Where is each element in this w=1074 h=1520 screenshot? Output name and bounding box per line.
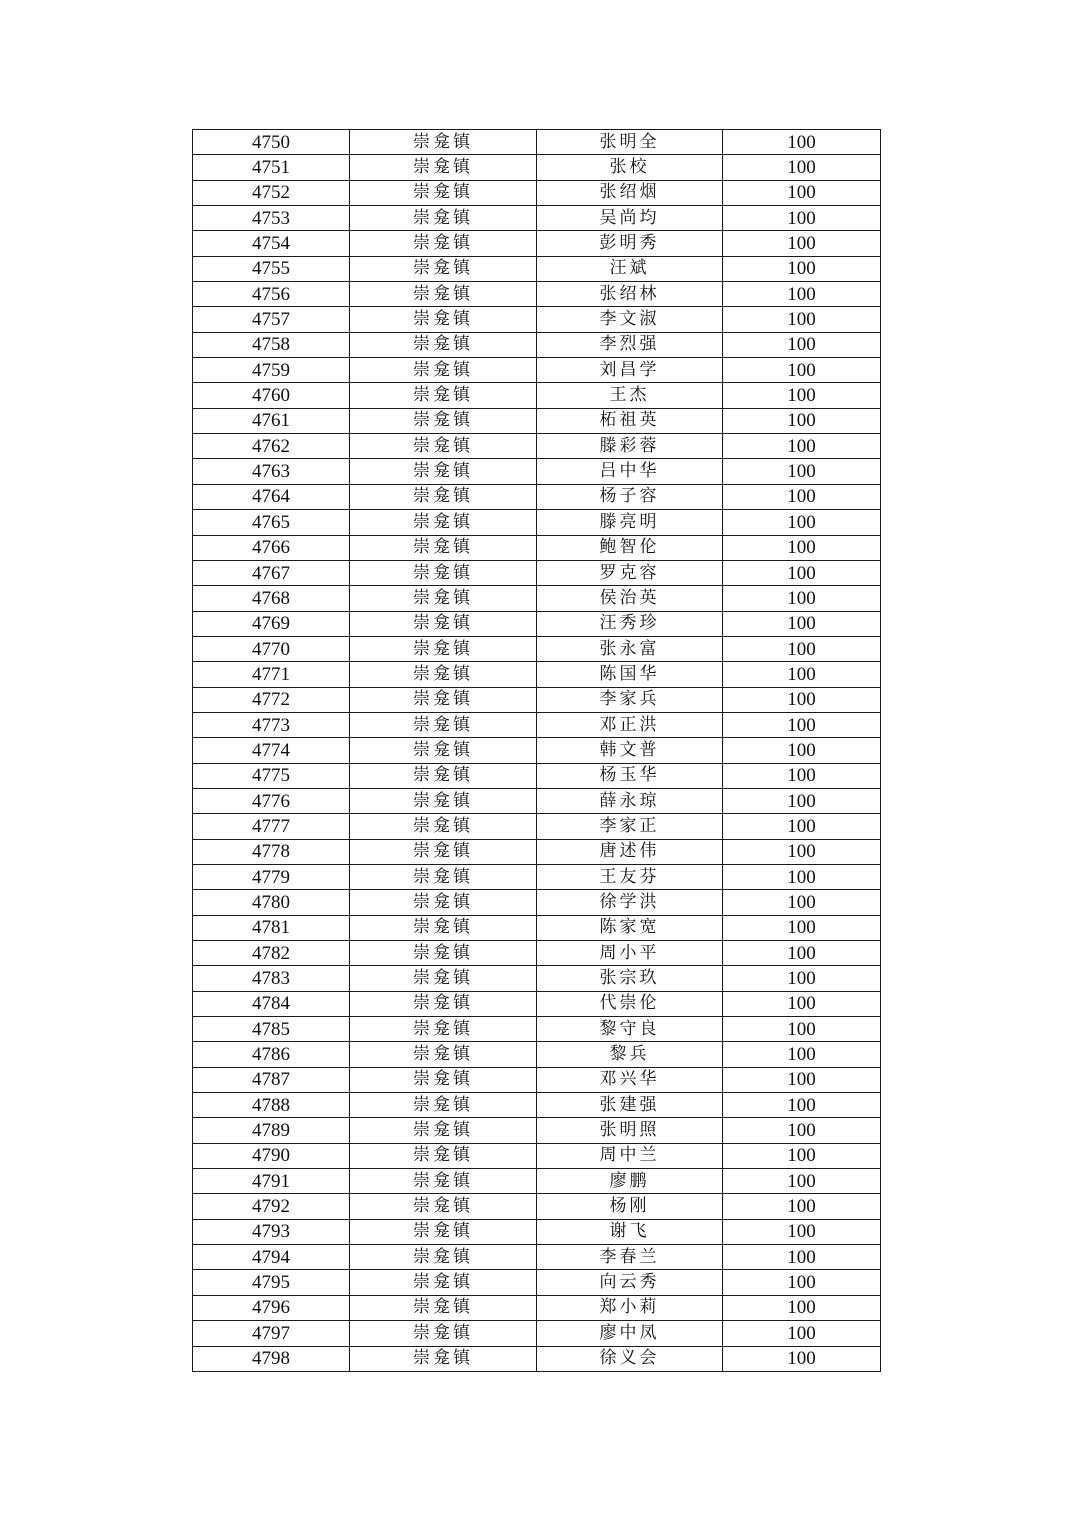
- table-row: [193, 560, 881, 585]
- row-number-cell: 4768: [193, 586, 350, 611]
- table-row: [193, 636, 881, 661]
- table-row: [193, 712, 881, 737]
- table-row: [193, 1169, 881, 1194]
- table-row: [193, 434, 881, 459]
- table-row: [193, 1270, 881, 1295]
- person-name-cell: 陈国华: [537, 662, 723, 687]
- row-number-cell: 4784: [193, 991, 350, 1016]
- town-cell: 崇龛镇: [350, 358, 537, 383]
- table-row: [193, 915, 881, 940]
- person-name-cell: 王杰: [537, 383, 723, 408]
- row-number-cell: 4795: [193, 1270, 350, 1295]
- row-number-cell: 4779: [193, 864, 350, 889]
- amount-cell: 100: [723, 130, 881, 155]
- row-number-cell: 4794: [193, 1245, 350, 1270]
- person-name-cell: 张绍烟: [537, 180, 723, 205]
- town-cell: 崇龛镇: [350, 510, 537, 535]
- table-row: [193, 814, 881, 839]
- town-cell: 崇龛镇: [350, 180, 537, 205]
- town-cell: 崇龛镇: [350, 991, 537, 1016]
- person-name-cell: 杨玉华: [537, 763, 723, 788]
- row-number-cell: 4775: [193, 763, 350, 788]
- person-name-cell: 李家正: [537, 814, 723, 839]
- table-row: [193, 662, 881, 687]
- town-cell: 崇龛镇: [350, 1321, 537, 1346]
- person-name-cell: 张永富: [537, 636, 723, 661]
- person-name-cell: 彭明秀: [537, 231, 723, 256]
- amount-cell: 100: [723, 1118, 881, 1143]
- table-row: [193, 1321, 881, 1346]
- person-name-cell: 唐述伟: [537, 839, 723, 864]
- town-cell: 崇龛镇: [350, 155, 537, 180]
- table-row: [193, 1067, 881, 1092]
- row-number-cell: 4754: [193, 231, 350, 256]
- town-cell: 崇龛镇: [350, 307, 537, 332]
- row-number-cell: 4780: [193, 890, 350, 915]
- amount-cell: 100: [723, 256, 881, 281]
- row-number-cell: 4777: [193, 814, 350, 839]
- town-cell: 崇龛镇: [350, 662, 537, 687]
- table-row: [193, 358, 881, 383]
- amount-cell: 100: [723, 915, 881, 940]
- table-row: [193, 282, 881, 307]
- amount-cell: 100: [723, 890, 881, 915]
- row-number-cell: 4753: [193, 206, 350, 231]
- amount-cell: 100: [723, 1194, 881, 1219]
- row-number-cell: 4762: [193, 434, 350, 459]
- town-cell: 崇龛镇: [350, 282, 537, 307]
- amount-cell: 100: [723, 814, 881, 839]
- row-number-cell: 4766: [193, 535, 350, 560]
- amount-cell: 100: [723, 459, 881, 484]
- town-cell: 崇龛镇: [350, 611, 537, 636]
- amount-cell: 100: [723, 991, 881, 1016]
- table-row: [193, 1245, 881, 1270]
- amount-cell: 100: [723, 788, 881, 813]
- town-cell: 崇龛镇: [350, 1017, 537, 1042]
- amount-cell: 100: [723, 408, 881, 433]
- table-row: [193, 788, 881, 813]
- person-name-cell: 李文淑: [537, 307, 723, 332]
- person-name-cell: 滕亮明: [537, 510, 723, 535]
- person-name-cell: 张明全: [537, 130, 723, 155]
- town-cell: 崇龛镇: [350, 586, 537, 611]
- amount-cell: 100: [723, 510, 881, 535]
- amount-cell: 100: [723, 738, 881, 763]
- town-cell: 崇龛镇: [350, 687, 537, 712]
- row-number-cell: 4770: [193, 636, 350, 661]
- person-name-cell: 王友芬: [537, 864, 723, 889]
- table-row: [193, 130, 881, 155]
- town-cell: 崇龛镇: [350, 1118, 537, 1143]
- amount-cell: 100: [723, 586, 881, 611]
- town-cell: 崇龛镇: [350, 763, 537, 788]
- row-number-cell: 4792: [193, 1194, 350, 1219]
- row-number-cell: 4773: [193, 712, 350, 737]
- table-row: [193, 535, 881, 560]
- table-row: [193, 1346, 881, 1371]
- person-name-cell: 侯治英: [537, 586, 723, 611]
- amount-cell: 100: [723, 1346, 881, 1371]
- amount-cell: 100: [723, 358, 881, 383]
- table-row: [193, 256, 881, 281]
- table-row: [193, 966, 881, 991]
- row-number-cell: 4797: [193, 1321, 350, 1346]
- table-row: [193, 864, 881, 889]
- person-name-cell: 陈家宽: [537, 915, 723, 940]
- town-cell: 崇龛镇: [350, 383, 537, 408]
- person-name-cell: 刘昌学: [537, 358, 723, 383]
- amount-cell: 100: [723, 560, 881, 585]
- town-cell: 崇龛镇: [350, 1295, 537, 1320]
- town-cell: 崇龛镇: [350, 1042, 537, 1067]
- row-number-cell: 4765: [193, 510, 350, 535]
- town-cell: 崇龛镇: [350, 434, 537, 459]
- town-cell: 崇龛镇: [350, 1169, 537, 1194]
- town-cell: 崇龛镇: [350, 1093, 537, 1118]
- table-body: [193, 130, 881, 1372]
- amount-cell: 100: [723, 383, 881, 408]
- table-row: [193, 459, 881, 484]
- table-row: [193, 1042, 881, 1067]
- amount-cell: 100: [723, 155, 881, 180]
- person-name-cell: 汪斌: [537, 256, 723, 281]
- town-cell: 崇龛镇: [350, 560, 537, 585]
- amount-cell: 100: [723, 687, 881, 712]
- row-number-cell: 4757: [193, 307, 350, 332]
- row-number-cell: 4764: [193, 484, 350, 509]
- person-name-cell: 向云秀: [537, 1270, 723, 1295]
- person-name-cell: 韩文普: [537, 738, 723, 763]
- row-number-cell: 4760: [193, 383, 350, 408]
- table-row: [193, 408, 881, 433]
- row-number-cell: 4798: [193, 1346, 350, 1371]
- person-name-cell: 徐学洪: [537, 890, 723, 915]
- amount-cell: 100: [723, 1270, 881, 1295]
- person-name-cell: 徐义会: [537, 1346, 723, 1371]
- table-row: [193, 763, 881, 788]
- town-cell: 崇龛镇: [350, 1194, 537, 1219]
- person-name-cell: 黎守良: [537, 1017, 723, 1042]
- person-name-cell: 廖鹏: [537, 1169, 723, 1194]
- town-cell: 崇龛镇: [350, 1245, 537, 1270]
- row-number-cell: 4752: [193, 180, 350, 205]
- person-name-cell: 张校: [537, 155, 723, 180]
- town-cell: 崇龛镇: [350, 712, 537, 737]
- table-row: [193, 890, 881, 915]
- town-cell: 崇龛镇: [350, 459, 537, 484]
- amount-cell: 100: [723, 941, 881, 966]
- table-row: [193, 510, 881, 535]
- town-cell: 崇龛镇: [350, 864, 537, 889]
- table-row: [193, 1295, 881, 1320]
- town-cell: 崇龛镇: [350, 535, 537, 560]
- person-name-cell: 罗克容: [537, 560, 723, 585]
- amount-cell: 100: [723, 535, 881, 560]
- table-row: [193, 1118, 881, 1143]
- row-number-cell: 4781: [193, 915, 350, 940]
- amount-cell: 100: [723, 484, 881, 509]
- amount-cell: 100: [723, 1067, 881, 1092]
- town-cell: 崇龛镇: [350, 332, 537, 357]
- town-cell: 崇龛镇: [350, 1346, 537, 1371]
- town-cell: 崇龛镇: [350, 738, 537, 763]
- amount-cell: 100: [723, 1245, 881, 1270]
- table-row: [193, 1143, 881, 1168]
- town-cell: 崇龛镇: [350, 966, 537, 991]
- town-cell: 崇龛镇: [350, 206, 537, 231]
- amount-cell: 100: [723, 712, 881, 737]
- table-row: [193, 991, 881, 1016]
- row-number-cell: 4782: [193, 941, 350, 966]
- amount-cell: 100: [723, 1295, 881, 1320]
- amount-cell: 100: [723, 611, 881, 636]
- amount-cell: 100: [723, 636, 881, 661]
- amount-cell: 100: [723, 206, 881, 231]
- town-cell: 崇龛镇: [350, 130, 537, 155]
- person-name-cell: 邓正洪: [537, 712, 723, 737]
- row-number-cell: 4771: [193, 662, 350, 687]
- row-number-cell: 4767: [193, 560, 350, 585]
- amount-cell: 100: [723, 231, 881, 256]
- amount-cell: 100: [723, 839, 881, 864]
- table-row: [193, 1194, 881, 1219]
- town-cell: 崇龛镇: [350, 231, 537, 256]
- amount-cell: 100: [723, 864, 881, 889]
- row-number-cell: 4756: [193, 282, 350, 307]
- table-row: [193, 839, 881, 864]
- town-cell: 崇龛镇: [350, 915, 537, 940]
- row-number-cell: 4761: [193, 408, 350, 433]
- table-row: [193, 1219, 881, 1244]
- row-number-cell: 4783: [193, 966, 350, 991]
- person-name-cell: 郑小莉: [537, 1295, 723, 1320]
- person-name-cell: 滕彩蓉: [537, 434, 723, 459]
- table-row: [193, 155, 881, 180]
- person-name-cell: 杨刚: [537, 1194, 723, 1219]
- amount-cell: 100: [723, 1169, 881, 1194]
- person-name-cell: 黎兵: [537, 1042, 723, 1067]
- person-name-cell: 代崇伦: [537, 991, 723, 1016]
- amount-cell: 100: [723, 434, 881, 459]
- town-cell: 崇龛镇: [350, 1270, 537, 1295]
- row-number-cell: 4785: [193, 1017, 350, 1042]
- amount-cell: 100: [723, 1321, 881, 1346]
- table-row: [193, 307, 881, 332]
- table-row: [193, 332, 881, 357]
- amount-cell: 100: [723, 763, 881, 788]
- row-number-cell: 4790: [193, 1143, 350, 1168]
- table-row: [193, 180, 881, 205]
- town-cell: 崇龛镇: [350, 1067, 537, 1092]
- row-number-cell: 4786: [193, 1042, 350, 1067]
- row-number-cell: 4772: [193, 687, 350, 712]
- town-cell: 崇龛镇: [350, 839, 537, 864]
- amount-cell: 100: [723, 966, 881, 991]
- town-cell: 崇龛镇: [350, 408, 537, 433]
- table-row: [193, 611, 881, 636]
- amount-cell: 100: [723, 1093, 881, 1118]
- person-name-cell: 吕中华: [537, 459, 723, 484]
- person-name-cell: 杨子容: [537, 484, 723, 509]
- town-cell: 崇龛镇: [350, 636, 537, 661]
- person-name-cell: 薛永琼: [537, 788, 723, 813]
- table-row: [193, 1017, 881, 1042]
- amount-cell: 100: [723, 1042, 881, 1067]
- table-row: [193, 484, 881, 509]
- person-name-cell: 吴尚均: [537, 206, 723, 231]
- town-cell: 崇龛镇: [350, 890, 537, 915]
- row-number-cell: 4763: [193, 459, 350, 484]
- person-name-cell: 廖中凤: [537, 1321, 723, 1346]
- table-row: [193, 941, 881, 966]
- town-cell: 崇龛镇: [350, 1143, 537, 1168]
- table-row: [193, 738, 881, 763]
- person-name-cell: 张建强: [537, 1093, 723, 1118]
- row-number-cell: 4776: [193, 788, 350, 813]
- person-name-cell: 柘祖英: [537, 408, 723, 433]
- row-number-cell: 4796: [193, 1295, 350, 1320]
- person-name-cell: 张宗玖: [537, 966, 723, 991]
- amount-cell: 100: [723, 1219, 881, 1244]
- row-number-cell: 4778: [193, 839, 350, 864]
- amount-cell: 100: [723, 332, 881, 357]
- person-name-cell: 汪秀珍: [537, 611, 723, 636]
- person-name-cell: 李春兰: [537, 1245, 723, 1270]
- person-name-cell: 周小平: [537, 941, 723, 966]
- town-cell: 崇龛镇: [350, 484, 537, 509]
- amount-cell: 100: [723, 662, 881, 687]
- town-cell: 崇龛镇: [350, 814, 537, 839]
- table-row: [193, 206, 881, 231]
- row-number-cell: 4793: [193, 1219, 350, 1244]
- person-name-cell: 邓兴华: [537, 1067, 723, 1092]
- person-name-cell: 谢飞: [537, 1219, 723, 1244]
- table-row: [193, 586, 881, 611]
- amount-cell: 100: [723, 180, 881, 205]
- person-name-cell: 张绍林: [537, 282, 723, 307]
- table-row: [193, 383, 881, 408]
- person-name-cell: 鲍智伦: [537, 535, 723, 560]
- row-number-cell: 4789: [193, 1118, 350, 1143]
- row-number-cell: 4791: [193, 1169, 350, 1194]
- row-number-cell: 4751: [193, 155, 350, 180]
- amount-cell: 100: [723, 1017, 881, 1042]
- row-number-cell: 4787: [193, 1067, 350, 1092]
- row-number-cell: 4759: [193, 358, 350, 383]
- data-table: [192, 129, 881, 1372]
- table-row: [193, 687, 881, 712]
- person-name-cell: 李烈强: [537, 332, 723, 357]
- amount-cell: 100: [723, 282, 881, 307]
- town-cell: 崇龛镇: [350, 256, 537, 281]
- table-row: [193, 231, 881, 256]
- row-number-cell: 4774: [193, 738, 350, 763]
- row-number-cell: 4750: [193, 130, 350, 155]
- row-number-cell: 4769: [193, 611, 350, 636]
- town-cell: 崇龛镇: [350, 788, 537, 813]
- amount-cell: 100: [723, 307, 881, 332]
- row-number-cell: 4788: [193, 1093, 350, 1118]
- table-row: [193, 1093, 881, 1118]
- person-name-cell: 周中兰: [537, 1143, 723, 1168]
- person-name-cell: 张明照: [537, 1118, 723, 1143]
- row-number-cell: 4758: [193, 332, 350, 357]
- amount-cell: 100: [723, 1143, 881, 1168]
- town-cell: 崇龛镇: [350, 1219, 537, 1244]
- person-name-cell: 李家兵: [537, 687, 723, 712]
- row-number-cell: 4755: [193, 256, 350, 281]
- town-cell: 崇龛镇: [350, 941, 537, 966]
